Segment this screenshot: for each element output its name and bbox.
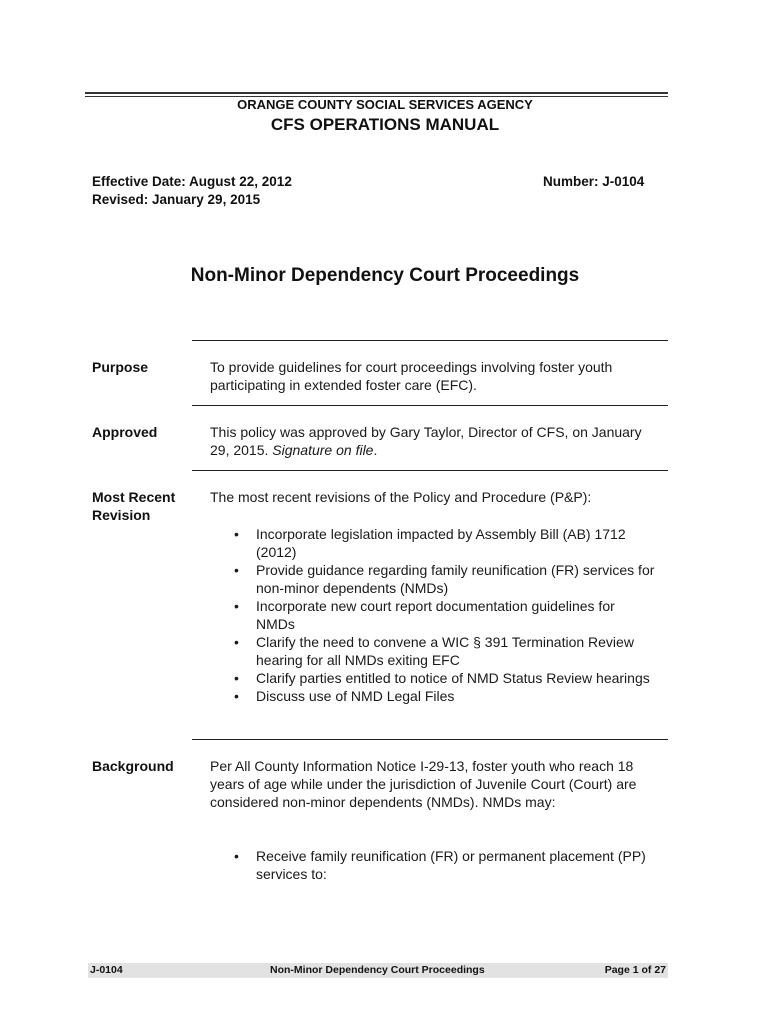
signature-note: Signature on file <box>272 442 374 458</box>
approved-statement: This policy was approved by Gary Taylor, Director of CFS, on January 29, 2015. <box>210 424 642 458</box>
list-item-text: Incorporate new court report documentation guidelines for NMDs <box>256 598 615 632</box>
bullet-icon: • <box>234 562 239 578</box>
purpose-text: To provide guidelines for court proceedings involving foster youth participating in extended foster care (EFC). <box>210 359 613 393</box>
list-item-text: Clarify parties entitled to notice of NMD Status Review hearings <box>256 670 650 686</box>
list-item <box>210 687 655 705</box>
approved-text <box>210 423 655 459</box>
list-item-text: Incorporate legislation impacted by Assembly Bill (AB) 1712 (2012) <box>256 526 626 560</box>
list-item-text: Receive family reunification (FR) or permanent placement (PP) services to: <box>256 848 646 882</box>
section-divider <box>192 405 668 406</box>
list-item-text: Clarify the need to convene a WIC § 391 Termination Review hearing for all NMDs exiting EFC <box>256 634 634 668</box>
bullet-icon: • <box>234 598 239 614</box>
list-item-text: Discuss use of NMD Legal Files <box>256 688 455 704</box>
header-rule-top <box>85 92 668 94</box>
purpose-label: Purpose <box>92 359 149 375</box>
section-divider <box>192 739 668 740</box>
revision-label: Most Recent Revision <box>92 489 176 523</box>
approved-label: Approved <box>92 424 158 440</box>
list-item-text: Provide guidance regarding family reunification (FR) services for non-minor dependents (NMDs) <box>256 562 655 596</box>
bullet-icon: • <box>234 688 239 704</box>
revised-date: Revised: January 29, 2015 <box>92 192 261 207</box>
section-divider <box>192 470 668 471</box>
revision-intro: The most recent revisions of the Policy and Procedure (P&P): <box>210 489 592 505</box>
list-item <box>210 597 655 633</box>
bullet-icon: • <box>234 526 239 542</box>
agency-name: ORANGE COUNTY SOCIAL SERVICES AGENCY <box>237 97 533 112</box>
approved-period: . <box>373 442 378 458</box>
list-item <box>210 561 655 597</box>
page-footer <box>88 963 668 978</box>
background-list <box>210 847 655 883</box>
bullet-icon: • <box>234 848 239 864</box>
background-text: Per All County Information Notice I-29-13, foster youth who reach 18 years of age while under the jurisdiction of Juvenile Court (Court) are considered non-minor dependents (NMDs). NMDs may: <box>210 758 637 810</box>
footer-page: Page 1 of 27 <box>604 964 666 976</box>
footer-title: Non-Minor Dependency Court Proceedings <box>270 964 485 976</box>
list-item <box>210 847 655 883</box>
effective-date: Effective Date: August 22, 2012 <box>92 174 292 189</box>
section-divider <box>192 340 668 341</box>
revision-list <box>210 525 655 705</box>
manual-title: CFS OPERATIONS MANUAL <box>270 115 500 134</box>
document-title: Non-Minor Dependency Court Proceedings <box>190 265 580 286</box>
policy-number: Number: J-0104 <box>543 174 645 189</box>
list-item <box>210 633 655 669</box>
list-item <box>210 525 655 561</box>
footer-code: J-0104 <box>90 964 123 976</box>
list-item <box>210 669 655 687</box>
bullet-icon: • <box>234 634 239 650</box>
bullet-icon: • <box>234 670 239 686</box>
background-label: Background <box>92 758 174 774</box>
